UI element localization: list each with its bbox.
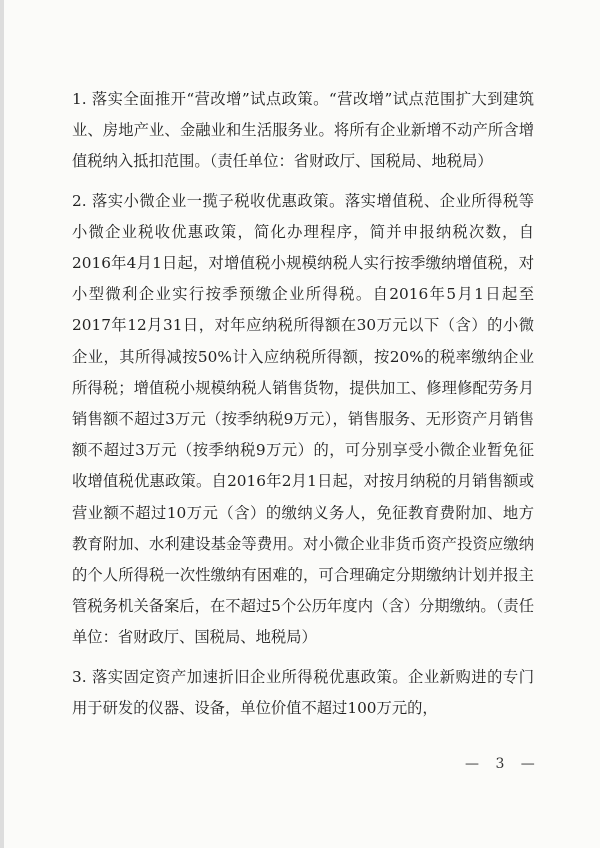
paragraph-3: 3. 落实固定资产加速折旧企业所得税优惠政策。企业新购进的专门用于研发的仪器、设备，单位价值不超过100万元的，	[72, 667, 534, 717]
page-number: — 3 —	[465, 756, 541, 772]
paragraph-1: 1. 落实全面推开“营改增”试点政策。“营改增”试点范围扩大到建筑业、房地产业、金融业和生活服务业。将所有企业新增不动产所含增值税纳入抵扣范围。（责任单位：省财政厅、国税局、地税局）	[72, 90, 534, 171]
paragraph-2: 2. 落实小微企业一揽子税收优惠政策。落实增值税、企业所得税等小微企业税收优惠政策，简化办理程序，简并申报纳税次数，自2016年4月1日起，对增值税小规模纳税人实行按季缴纳增值税，对小型微利企业实行按季预缴企业所得税。自2016年5月1日起至2017年12月31日，对年应纳税所得额在30万元以下（含）的小微企业，其所得减按50%计入应纳税所得额，按20%的税率缴纳企业所得税；增值税小规模纳税人销售货物，提供加工、修理修配劳务月销售额不超过3万元（按季纳税9万元），销售服务、无形资产月销售额不超过3万元（按季纳税9万元）的，可分别享受小微企业暂免征收增值税优惠政策。自2016年2月1日起，对按月纳税的月销售额或营业额不超过10万元（含）的缴纳义务人，免征教育费附加、地方教育附加、水利建设基金等费用。对小微企业非货币资产投资应缴纳的个人所得税一次性缴纳有困难的，可合理确定分期缴纳计划并报主管税务机关备案后，在不超过5个公历年度内（含）分期缴纳。（责任单位：省财政厅、国税局、地税局）	[72, 191, 534, 647]
document-body	[72, 84, 534, 732]
page-edge-shadow	[0, 0, 4, 848]
